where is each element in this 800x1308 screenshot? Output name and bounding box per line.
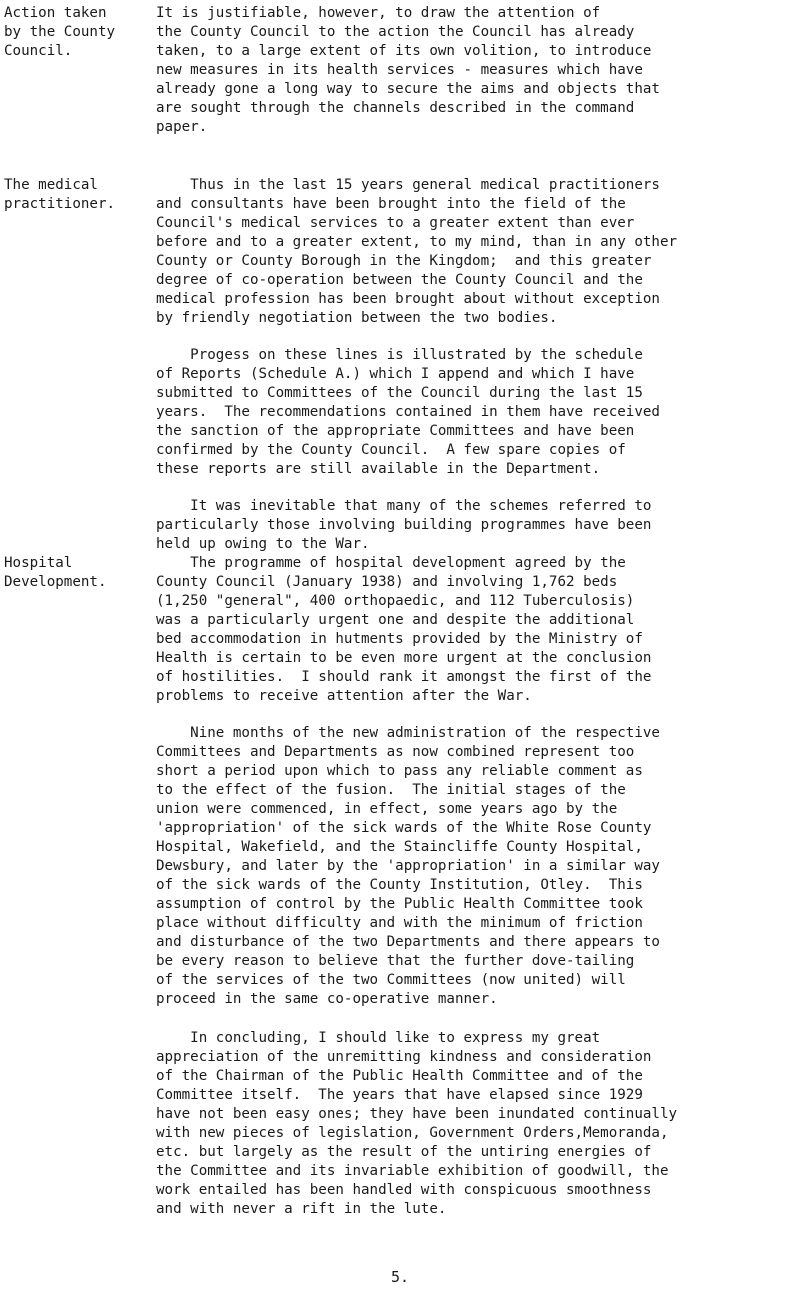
text-line: the sanction of the appropriate Committees and have been bbox=[156, 423, 635, 439]
text-line: In concluding, I should like to express my great bbox=[156, 1030, 601, 1046]
text-line: work entailed has been handled with conspicuous smoothness bbox=[156, 1182, 652, 1198]
paragraph-concluding bbox=[156, 1029, 796, 1219]
text-line: medical profession has been brought about without exception bbox=[156, 291, 660, 307]
paragraph-war-delay bbox=[156, 497, 796, 554]
text-line: County or County Borough in the Kingdom; and this greater bbox=[156, 253, 652, 269]
text-line: held up owing to the War. bbox=[156, 536, 370, 552]
text-line: of hostilities. I should rank it amongst the first of the bbox=[156, 669, 652, 685]
margin-note-hospital-development: Hospital Development. bbox=[4, 555, 107, 590]
text-line: Dewsbury, and later by the 'appropriation' in a similar way bbox=[156, 858, 660, 874]
text-line: and disturbance of the two Departments and there appears to bbox=[156, 934, 660, 950]
text-line: of Reports (Schedule A.) which I append and which I have bbox=[156, 366, 635, 382]
text-line: Council's medical services to a greater extent than ever bbox=[156, 215, 635, 231]
text-line: problems to receive attention after the War. bbox=[156, 688, 532, 704]
text-line: are sought through the channels described in the command bbox=[156, 100, 635, 116]
text-line: the Committee and its invariable exhibition of goodwill, the bbox=[156, 1163, 669, 1179]
text-line: was a particularly urgent one and despite the additional bbox=[156, 612, 635, 628]
text-line: of the sick wards of the County Institution, Otley. This bbox=[156, 877, 643, 893]
text-line: these reports are still available in the Department. bbox=[156, 461, 601, 477]
paragraph-action-taken bbox=[156, 4, 796, 137]
text-line: short a period upon which to pass any reliable comment as bbox=[156, 763, 643, 779]
text-line: Health is certain to be even more urgent at the conclusion bbox=[156, 650, 652, 666]
text-line: Hospital, Wakefield, and the Staincliffe County Hospital, bbox=[156, 839, 643, 855]
text-line: and consultants have been brought into the field of the bbox=[156, 196, 626, 212]
text-line: Committees and Departments as now combined represent too bbox=[156, 744, 635, 760]
text-line: (1,250 "general", 400 orthopaedic, and 112 Tuberculosis) bbox=[156, 593, 635, 609]
paragraph-administration-fusion bbox=[156, 724, 796, 1009]
text-line: have not been easy ones; they have been inundated continually bbox=[156, 1106, 678, 1122]
text-line: to the effect of the fusion. The initial stages of the bbox=[156, 782, 626, 798]
text-line: taken, to a large extent of its own volition, to introduce bbox=[156, 43, 652, 59]
text-line: degree of co-operation between the County Council and the bbox=[156, 272, 643, 288]
text-line: proceed in the same co-operative manner. bbox=[156, 991, 498, 1007]
paragraph-progress-schedule bbox=[156, 346, 796, 479]
text-line: be every reason to believe that the further dove-tailing bbox=[156, 953, 635, 969]
text-line: by friendly negotiation between the two bodies. bbox=[156, 310, 558, 326]
text-line: the County Council to the action the Council has already bbox=[156, 24, 635, 40]
margin-note-medical-practitioner: The medical practitioner. bbox=[4, 177, 116, 212]
text-line: It was inevitable that many of the schemes referred to bbox=[156, 498, 652, 514]
text-line: paper. bbox=[156, 119, 208, 135]
text-line: It is justifiable, however, to draw the attention of bbox=[156, 5, 601, 21]
text-line: particularly those involving building programmes have been bbox=[156, 517, 652, 533]
paragraph-medical-practitioners bbox=[156, 176, 796, 328]
text-line: place without difficulty and with the minimum of friction bbox=[156, 915, 643, 931]
text-line: Nine months of the new administration of the respective bbox=[156, 725, 660, 741]
text-line: County Council (January 1938) and involving 1,762 beds bbox=[156, 574, 618, 590]
text-line: confirmed by the County Council. A few spare copies of bbox=[156, 442, 626, 458]
text-line: appreciation of the unremitting kindness and consideration bbox=[156, 1049, 652, 1065]
text-line: and with never a rift in the lute. bbox=[156, 1201, 447, 1217]
text-line: The programme of hospital development agreed by the bbox=[156, 555, 626, 571]
text-line: etc. but largely as the result of the untiring energies of bbox=[156, 1144, 652, 1160]
text-line: with new pieces of legislation, Government Orders,Memoranda, bbox=[156, 1125, 669, 1141]
text-line: new measures in its health services - measures which have bbox=[156, 62, 643, 78]
text-line: years. The recommendations contained in them have received bbox=[156, 404, 660, 420]
text-line: union were commenced, in effect, some years ago by the bbox=[156, 801, 618, 817]
text-line: 'appropriation' of the sick wards of the White Rose County bbox=[156, 820, 652, 836]
text-line: Committee itself. The years that have elapsed since 1929 bbox=[156, 1087, 643, 1103]
text-line: bed accommodation in hutments provided by the Ministry of bbox=[156, 631, 643, 647]
text-line: before and to a greater extent, to my mind, than in any other bbox=[156, 234, 678, 250]
text-line: already gone a long way to secure the aims and objects that bbox=[156, 81, 660, 97]
text-line: Thus in the last 15 years general medical practitioners bbox=[156, 177, 660, 193]
text-line: of the services of the two Committees (now united) will bbox=[156, 972, 626, 988]
margin-note-action-taken: Action taken by the County Council. bbox=[4, 5, 116, 59]
text-line: of the Chairman of the Public Health Committee and of the bbox=[156, 1068, 643, 1084]
text-line: submitted to Committees of the Council during the last 15 bbox=[156, 385, 643, 401]
page-number: 5. bbox=[390, 1268, 410, 1286]
paragraph-hospital-development bbox=[156, 554, 796, 706]
text-line: assumption of control by the Public Health Committee took bbox=[156, 896, 643, 912]
text-line: Progess on these lines is illustrated by the schedule bbox=[156, 347, 643, 363]
